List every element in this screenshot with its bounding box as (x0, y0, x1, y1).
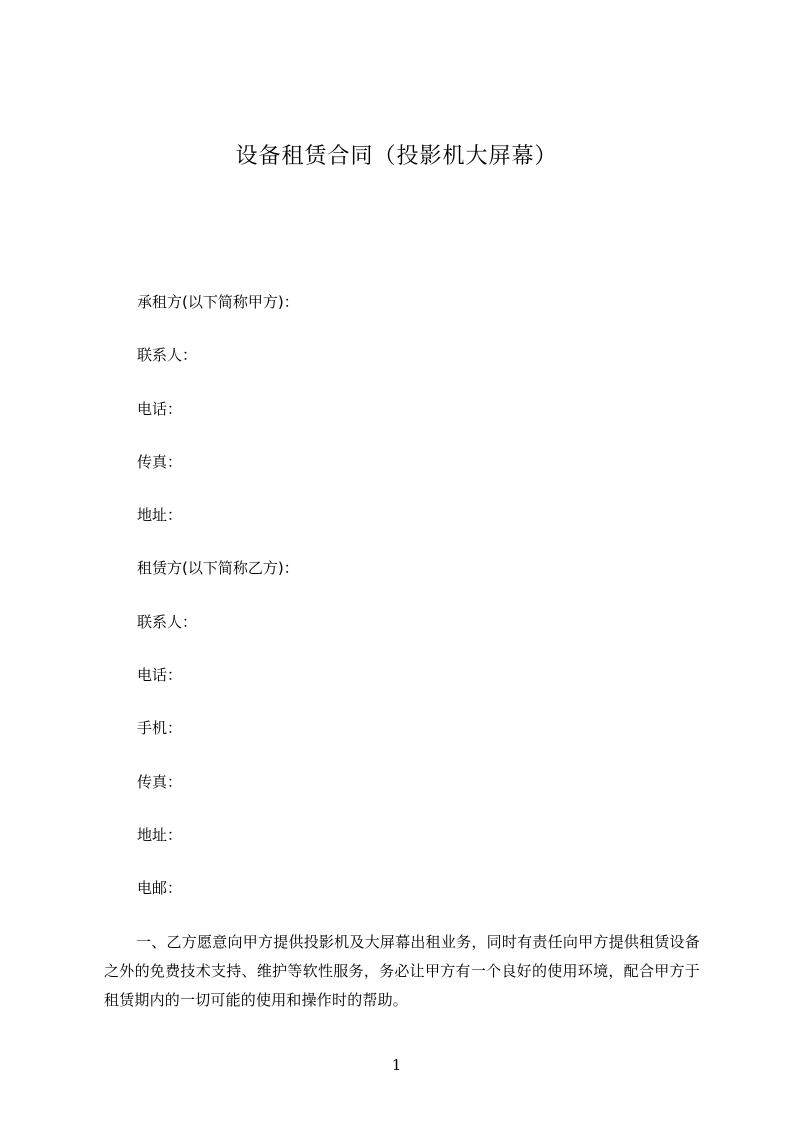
field-lessee-fax: 传真： (137, 452, 183, 471)
page-number: 1 (391, 1056, 402, 1074)
field-lessee-address: 地址： (137, 506, 183, 525)
party-info-fields (137, 287, 697, 927)
field-lessee-contact: 联系人： (137, 346, 198, 365)
field-lessor-fax: 传真： (137, 772, 183, 791)
clause-1-paragraph: 一、乙方愿意向甲方提供投影机及大屏幕出租业务，同时有责任向甲方提供租赁设备之外的免费技术支持、维护等软性服务，务必让甲方有一个良好的使用环境，配合甲方于租赁期内的一切可能的使用和操作时的帮助。 (104, 933, 700, 1009)
field-lessor-phone: 电话： (137, 666, 183, 685)
field-lessor-address: 地址： (137, 825, 183, 844)
document-title: 设备租赁合同（投影机大屏幕） (235, 144, 558, 169)
field-lessor-mobile: 手机： (137, 719, 183, 738)
field-lessee: 承租方(以下简称甲方)： (137, 293, 299, 311)
field-lessee-phone: 电话： (137, 399, 183, 418)
field-lessor-contact: 联系人： (137, 612, 198, 631)
field-lessor-email: 电邮： (137, 879, 183, 898)
field-lessor: 租赁方(以下简称乙方)： (137, 559, 299, 578)
